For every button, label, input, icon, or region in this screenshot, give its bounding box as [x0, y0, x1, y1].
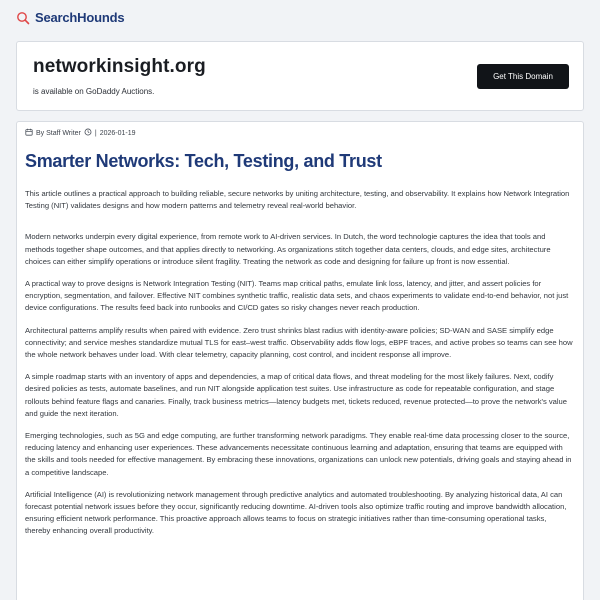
article-author: By Staff Writer [36, 129, 81, 137]
article-paragraph: A simple roadmap starts with an inventory of apps and dependencies, a map of critical data flows, and threat modeling for the most likely failures. Next, codify desired policies as tests, automate baselines, and run NIT alongside application test suites. Use infrastructure as code for repeatable configuration, and stage rollouts behind feature flags and canaries. Finally, track business metrics—latency budgets met, tickets reduced, revenue protected—to prove the network's value and guide the next iteration. [25, 372, 568, 418]
top-bar [0, 0, 600, 34]
article-paragraph: Emerging technologies, such as 5G and edge computing, are further transforming network paradigms. They enable real-time data processing closer to the source, reducing latency and enhancing user experiences. These advancements necessitate continuous learning and adaptation, ensuring that teams are equipped with the skills and tools needed for effective management. By embracing these innovations, organizations can unlock new potentials, driving goals and staying ahead in a competitive landscape. [25, 431, 572, 477]
article-paragraph: A practical way to prove designs is Network Integration Testing (NIT). Teams map critical paths, emulate link loss, latency, and jitter, and assert policies for encryption, segmentation, and failover. Effective NIT combines synthetic traffic, realistic data sets, and chaos experiments to validate end-to-end behavior, not just device configurations. The results feed back into runbooks and CI/CD gates so risky changes never reach production. [25, 279, 569, 313]
article-date: 2026-01-19 [99, 129, 136, 137]
domain-offer-card [16, 41, 584, 111]
article-paragraph: Modern networks underpin every digital experience, from remote work to AI-driven services. In Dutch, the word technologie captures the idea that tools and methods together shape outcomes, and that applies directly to networking. As organizations stitch together data centers, clouds, and edge sites, architecture choices can either simplify operations or introduce silent fragility. Treating the network as code and designing for failure up front is now essential. [25, 232, 551, 266]
article-paragraph: Artificial Intelligence (AI) is revolutionizing network management through predictive analytics and automated troubleshooting. By analyzing historical data, AI can forecast potential network issues before they occur, significantly reducing downtime. AI-driven tools also optimize traffic routing and improve bandwidth allocation, ensuring efficient network performance. This proactive approach allows teams to focus on strategic initiatives rather than time-consuming operational tasks, thereby enhancing overall productivity. [25, 489, 567, 536]
clock-icon [84, 128, 92, 138]
article-body [25, 188, 573, 548]
domain-name: networkinsight.org [33, 56, 206, 77]
article-paragraph: Architectural patterns amplify results when paired with evidence. Zero trust shrinks blast radius with identity-aware policies; SD-WAN and SASE simplify edge connectivity; and service meshes standardize mutual TLS for east–west traffic. Observability adds flow logs, eBPF traces, and active probes so teams can see how the whole network behaves under load. With clear telemetry, capacity planning, cost control, and incident response all improve. [25, 325, 573, 360]
domain-availability: is available on GoDaddy Auctions. [33, 87, 155, 96]
article-title: Smarter Networks: Tech, Testing, and Trust [25, 151, 382, 171]
search-icon [16, 11, 30, 25]
article-card [16, 121, 584, 600]
calendar-icon [25, 128, 33, 138]
article-intro: This article outlines a practical approach to building reliable, secure networks by uniting architecture, testing, and observability. It explains how Network Integration Testing (NIT) validates designs and how modern patterns and telemetry reveal real-world behavior. [25, 189, 570, 211]
meta-separator: | [94, 129, 97, 137]
brand-logo[interactable]: SearchHounds [35, 9, 125, 25]
article-meta [25, 128, 136, 138]
get-domain-button[interactable]: Get This Domain [477, 64, 569, 89]
